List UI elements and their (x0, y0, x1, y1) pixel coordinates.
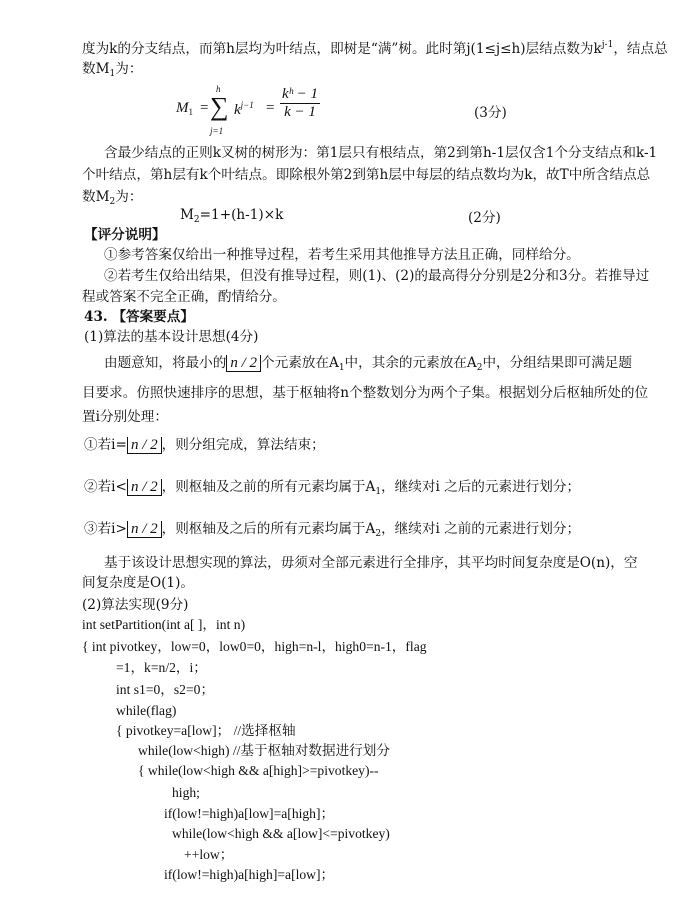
fraction-numerator: kʰ − 1 (282, 86, 319, 102)
text-run: 个元素放在A (261, 355, 339, 371)
subscript: 2 (109, 197, 116, 207)
subscript: 1 (188, 107, 193, 117)
code-line: while(low<high) //基于枢轴对数据进行划分 (138, 743, 390, 758)
code-line: while(flag) (116, 703, 177, 718)
text-run: 由题意知，将最小的 (104, 355, 227, 371)
text-run: M (180, 207, 194, 223)
code-line: high; (172, 785, 200, 800)
sum-upper-limit: h (216, 84, 221, 94)
subscript: 1 (338, 363, 345, 373)
sum-lower-limit: j=1 (210, 126, 224, 136)
subsection-heading: (2)算法实现(9分) (82, 597, 189, 613)
text-line: 含最少结点的正则k叉树的树形为：第1层只有根结点，第2到第h-1层仅含1个分支结点和k-1 (104, 145, 658, 161)
fraction-denominator: k − 1 (284, 104, 316, 120)
equals-sign: = (200, 100, 209, 116)
code-line: if(low!=high)a[high]=a[low]； (164, 867, 335, 882)
superscript: j−1 (240, 100, 254, 110)
text-line: 基于该设计思想实现的算法，毋须对全部元素进行全排序，其平均时间复杂度是O(n)，空 (104, 555, 638, 571)
floor-expression: n / 2 (127, 479, 162, 496)
code-line: int s1=0，s2=0； (116, 682, 215, 697)
text-run: ，则枢轴及之后的所有元素均属于A (161, 521, 376, 537)
text-line: 目要求。仿照快速排序的思想，基于枢轴将n个整数划分为两个子集。根据划分后枢轴所处的位 (82, 385, 649, 401)
code-line: while(low<high && a[low]<=pivotkey) (172, 826, 390, 841)
text-run: ，结点总 (613, 41, 668, 57)
text-line: 个叶结点，第h层有k个叶结点。即除根外第2到第h层中每层的结点数均为k，故T中所含结点总 (82, 167, 651, 183)
text-run: ①若i= (84, 437, 127, 453)
code-line: { pivotkey=a[low]； //选择枢轴 (116, 723, 296, 738)
floor-expression: n / 2 (127, 521, 162, 538)
text-line: ②若考生仅给出结果，但没有推导过程，则(1)、(2)的最高得分分别是2分和3分。若推导过 (104, 268, 650, 284)
score-label: (2分) (468, 210, 501, 226)
section-heading: 【评分说明】 (84, 227, 166, 243)
case-line (84, 520, 580, 543)
case-line (84, 436, 325, 454)
case-line (84, 478, 580, 501)
floor-expression: n / 2 (226, 355, 261, 372)
code-line: ++low； (184, 847, 234, 862)
text-run: 中，其余的元素放在A (344, 355, 477, 371)
text-run: ②若i< (84, 479, 127, 495)
formula-m1 (176, 86, 346, 138)
text-run: 数M (82, 61, 110, 77)
subsection-heading: (1)算法的基本设计思想(4分) (84, 329, 259, 345)
formula-symbol: k (234, 102, 241, 118)
subscript: 2 (476, 363, 483, 373)
fraction (280, 86, 320, 121)
text-run: ，继续对i 之前的元素进行划分； (381, 521, 581, 537)
text-run: ，继续对i 之后的元素进行划分； (381, 479, 581, 495)
text-run: 度为k的分支结点，而第h层均为叶结点，即树是“满”树。此时第j(1≤j≤h)层结点数为k (82, 41, 602, 57)
code-line: =1，k=n/2，i； (116, 660, 207, 675)
text-run: ，则分组完成，算法结束； (161, 437, 325, 453)
text-line: 程或答案不完全正确，酌情给分。 (82, 289, 286, 305)
text-line: 置i分别处理： (82, 409, 168, 425)
text-line: 间复杂度是O(1)。 (82, 575, 194, 591)
subscript: 2 (193, 215, 200, 225)
section-heading: 43. 【答案要点】 (84, 309, 194, 325)
text-line (104, 354, 632, 377)
text-run: 中，分组结果即可满足题 (482, 355, 632, 371)
text-line: ①参考答案仅给出一种推导过程，若考生采用其他推导方法且正确，同样给分。 (104, 247, 580, 263)
subscript: 1 (109, 69, 116, 79)
text-run: ，则枢轴及之前的所有元素均属于A (161, 479, 376, 495)
text-line (82, 36, 668, 58)
score-label: (3分) (474, 105, 507, 121)
sum-symbol: ∑ (210, 92, 229, 121)
superscript: j-1 (601, 40, 614, 50)
code-line: int setPartition(int a[ ]，int n) (82, 617, 246, 632)
text-run: 为： (115, 189, 143, 205)
code-line: { while(low<high && a[high]>=pivotkey)-- (138, 763, 379, 778)
floor-expression: n / 2 (127, 437, 162, 454)
code-line: if(low!=high)a[low]=a[high]； (164, 806, 335, 821)
text-run: 为： (115, 61, 143, 77)
text-run: =1+(h-1)×k (199, 207, 284, 223)
text-run: 数M (82, 189, 110, 205)
text-line (82, 60, 142, 83)
subscript: 2 (375, 529, 382, 539)
formula-symbol: M (176, 100, 189, 116)
equals-sign: = (266, 100, 275, 116)
text-run: ③若i> (84, 521, 127, 537)
formula-m2 (180, 206, 283, 229)
code-line: { int pivotkey，low=0，low0=0，high=n-l，high0=n-1，flag (82, 639, 427, 654)
subscript: 1 (375, 487, 382, 497)
text-line (82, 188, 142, 211)
